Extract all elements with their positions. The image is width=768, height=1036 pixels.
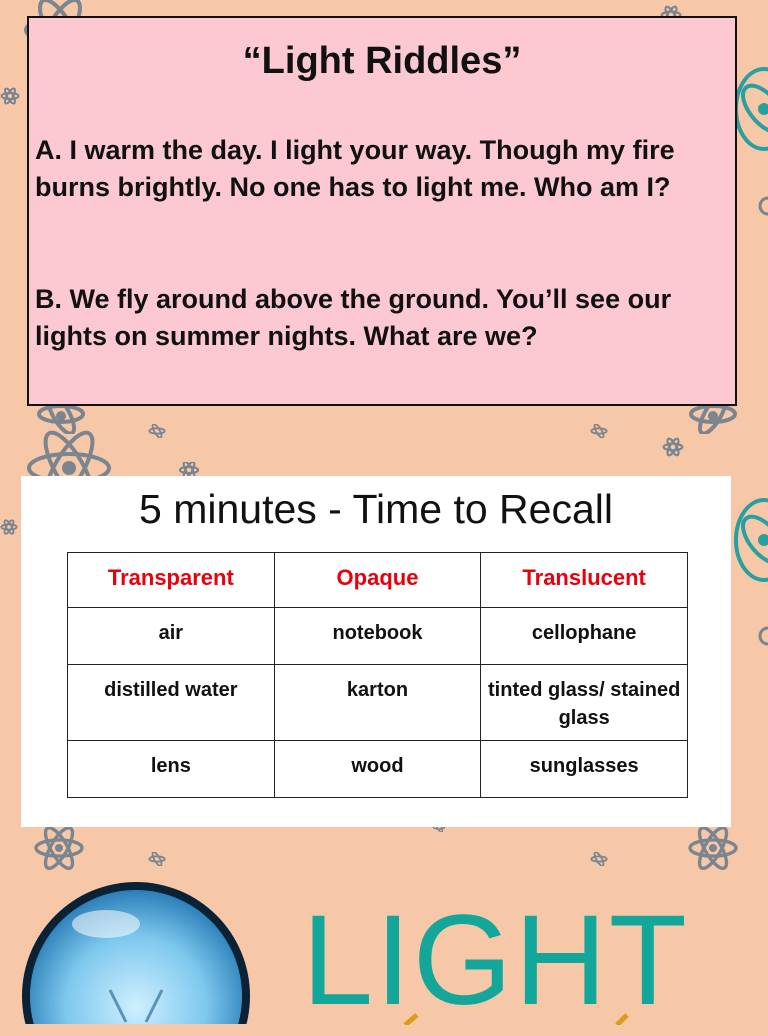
header-transparent: Transparent [68, 553, 275, 608]
light-title: LIGHT [302, 889, 689, 1032]
atom-icon [590, 852, 608, 866]
riddle-title: “Light Riddles” [242, 40, 522, 82]
atom-icon [24, 428, 114, 480]
header-translucent: Translucent [481, 553, 688, 608]
recall-panel [21, 476, 731, 827]
atom-icon [734, 64, 768, 154]
atom-icon [662, 436, 684, 458]
atom-icon [590, 424, 608, 438]
atom-icon [688, 404, 738, 434]
table-cell: karton [274, 665, 481, 741]
table-cell: cellophane [481, 608, 688, 665]
table-cell: lens [68, 741, 275, 798]
recall-title: 5 minutes - Time to Recall [139, 486, 613, 532]
atom-icon [756, 626, 768, 646]
atom-icon [732, 494, 768, 586]
table-cell: tinted glass/ stained glass [481, 665, 688, 741]
table-row [68, 608, 688, 665]
atom-icon [0, 516, 18, 538]
header-opaque: Opaque [274, 553, 481, 608]
decorative-strokes [395, 1012, 635, 1030]
atom-icon [756, 196, 768, 216]
riddle-a-text: A. I warm the day. I light your way. Though my fire burns brightly. No one has to light me. Who am I? [35, 135, 675, 202]
table-cell: wood [274, 741, 481, 798]
table-cell: air [68, 608, 275, 665]
table-row [68, 741, 688, 798]
atom-icon [148, 852, 166, 866]
table-cell: distilled water [68, 665, 275, 741]
atom-icon [686, 826, 740, 870]
table-cell: notebook [274, 608, 481, 665]
table-header-row [68, 553, 688, 608]
riddle-b-text: B. We fly around above the ground. You’ll see our lights on summer nights. What are we? [35, 284, 672, 351]
atom-icon [148, 424, 166, 438]
atom-icon [0, 86, 20, 106]
table-row [68, 665, 688, 741]
light-bulb-icon [18, 872, 254, 1029]
riddle-card [27, 16, 737, 406]
table-cell: sunglasses [481, 741, 688, 798]
atom-icon [32, 826, 86, 870]
materials-table [67, 552, 688, 798]
